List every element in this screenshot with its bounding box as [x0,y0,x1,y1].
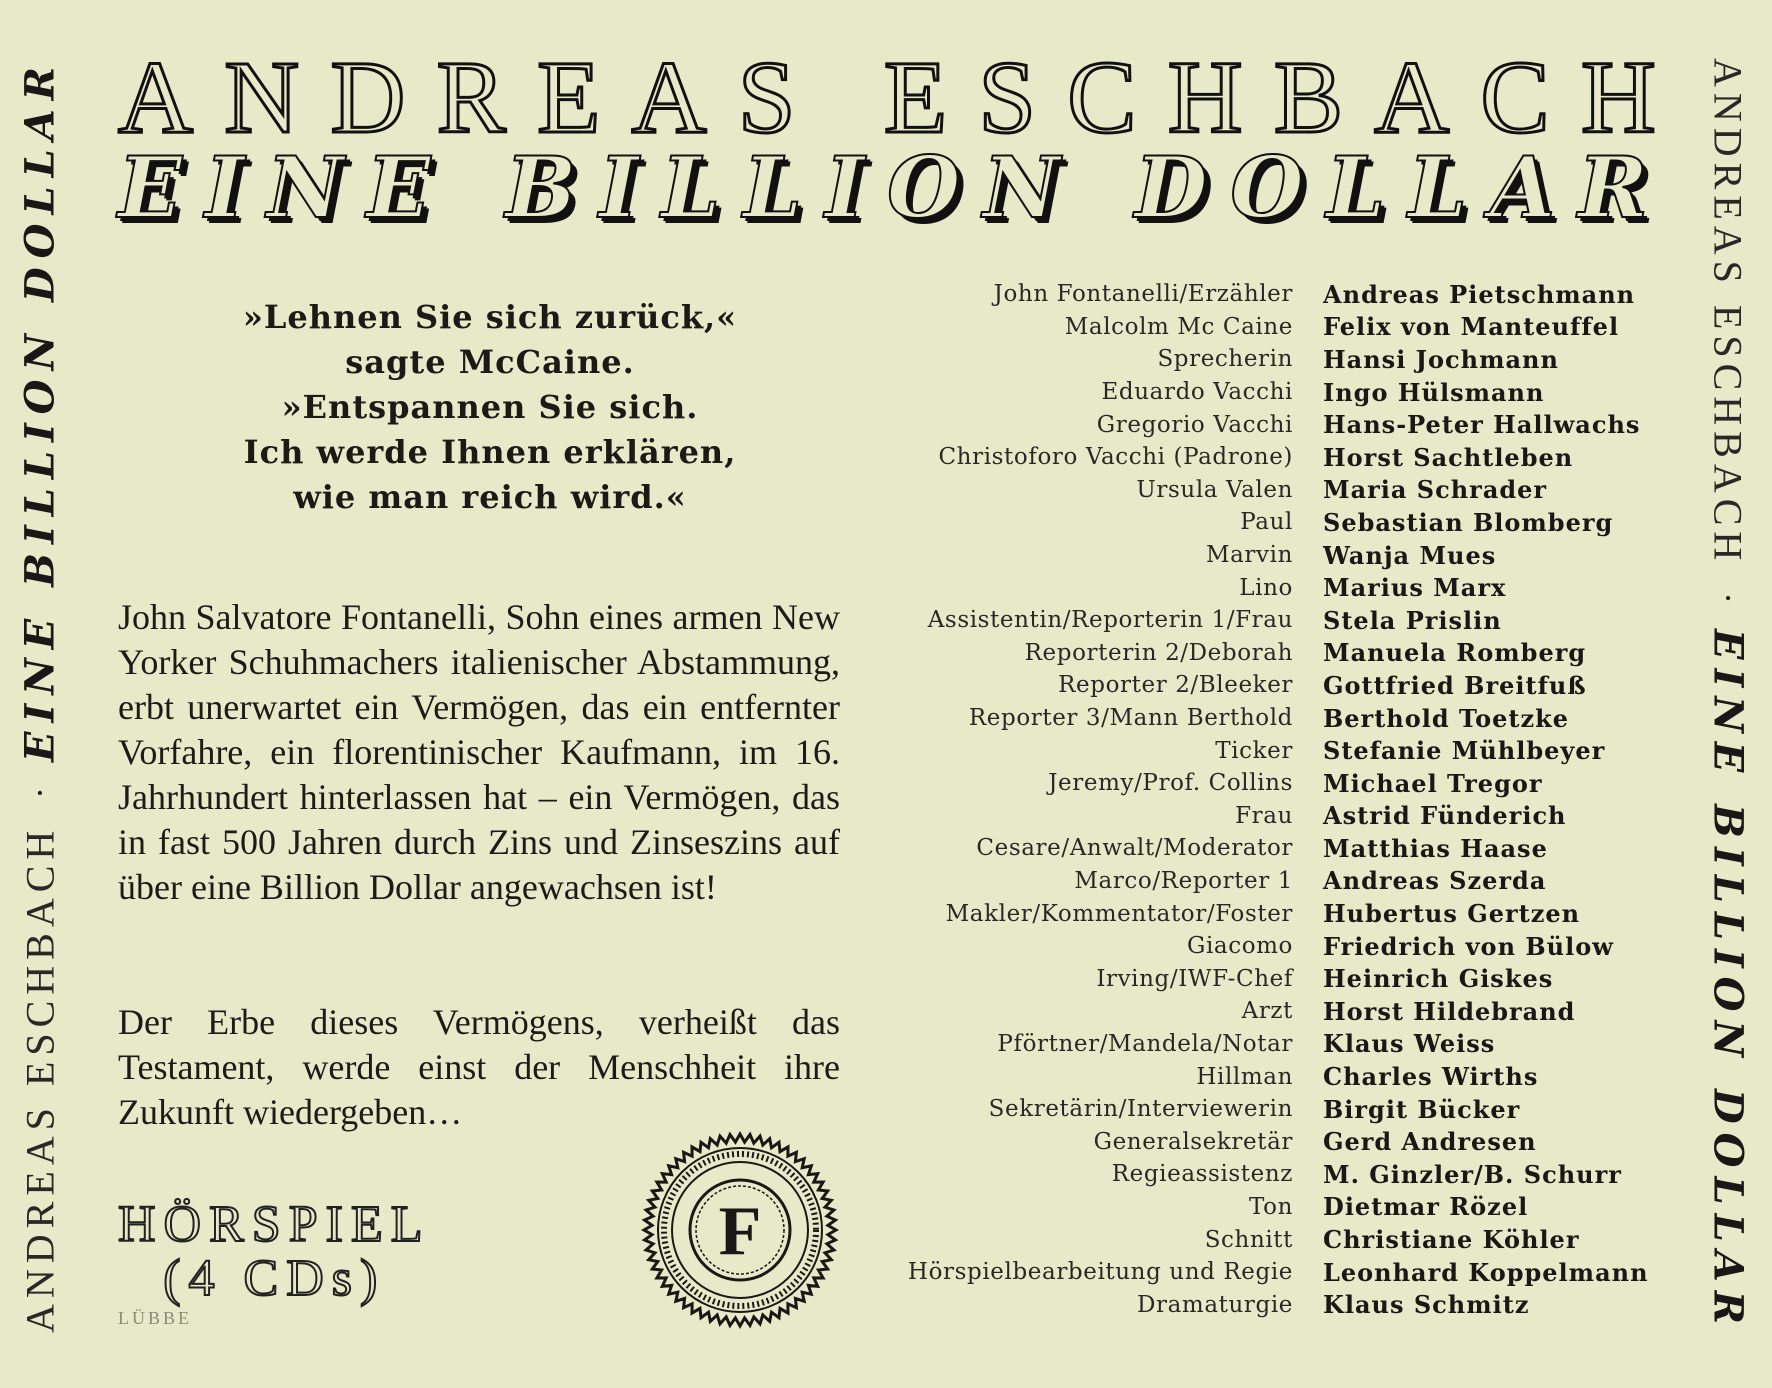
cast-row [830,1060,1650,1093]
title-letter: L [743,138,813,237]
cast-actor: Gerd Andresen [1323,1127,1537,1157]
cast-row [830,669,1650,702]
description-paragraph-1: John Salvatore Fontanelli, Sohn eines armen New Yorker Schuhmachers italienischer Abstammung, erbt unerwartet ein Vermögen, das ein entfernter Vorfahre, ein florentinischer Kaufmann, im 16. Jahrhundert hinterlassen hat – ein Vermögen, das in fast 500 Jahren durch Zins und Zinseszins auf über eine Billion Dollar angewachsen ist! [118,597,840,907]
cast-row [830,604,1650,637]
cast-actor: Astrid Fünderich [1323,801,1567,831]
title-letter: L [1326,138,1396,237]
cast-actor: Horst Sachtleben [1323,442,1574,472]
cast-actor: Ingo Hülsmann [1323,377,1545,407]
title-letter: I [599,138,649,237]
publisher-logo: LÜBBE [118,1308,193,1328]
cast-role: Schnitt [1204,1226,1293,1253]
cast-role: Christoforo Vacchi (Padrone) [938,444,1293,471]
cast-role: Marco/Reporter 1 [1074,867,1293,894]
cast-actor: Hans-Peter Hallwachs [1323,410,1641,440]
title-letter: E [118,138,193,237]
title-letter: C [1067,40,1139,155]
cast-actor: Gottfried Breitfuß [1323,670,1587,700]
spine-title: EINE BILLION DOLLAR [1704,628,1752,1333]
cast-actor: Sebastian Blomberg [1323,507,1614,537]
cast-actor: Matthias Haase [1323,833,1548,863]
title-letter [453,148,492,228]
cast-list [830,278,1650,1321]
title-letter: N [983,138,1070,237]
cast-actor: Maria Schrader [1323,475,1548,505]
cast-role: Ton [1248,1193,1293,1220]
title-letter: E [883,40,950,155]
cast-role: Ursula Valen [1136,476,1293,503]
cast-row [830,571,1650,604]
cast-role: Gregorio Vacchi [1096,411,1293,438]
cast-role: Sekretärin/Interviewerin [988,1096,1293,1123]
cast-row [830,832,1650,865]
cast-role: Giacomo [1186,933,1293,960]
title-letter: L [1408,138,1478,237]
cast-row [830,897,1650,930]
cast-row [830,865,1650,898]
cast-row [830,962,1650,995]
title-letter: E [536,40,603,155]
spine-author: ANDREAS ESCHBACH [1705,58,1751,567]
title-letter: R [436,40,508,155]
cast-role: Makler/Kommentator/Foster [945,900,1293,927]
cast-row [830,474,1650,507]
cast-actor: Klaus Weiss [1323,1029,1496,1059]
title-letter: A [631,40,709,155]
cast-actor: Heinrich Giskes [1323,964,1554,994]
cast-row [830,1256,1650,1289]
cast-actor: Hansi Jochmann [1323,344,1559,374]
cast-role: Frau [1235,802,1293,829]
title-letter: N [224,40,302,155]
cast-row [830,702,1650,735]
cast-row [830,408,1650,441]
cast-role: Jeremy/Prof. Collins [1048,770,1293,797]
cast-role: Assistentin/Reporterin 1/Frau [927,607,1293,634]
title-letter: O [887,138,971,237]
title-letter: I [204,138,255,237]
title-letter [1083,148,1122,228]
cast-actor: Stela Prislin [1323,605,1502,635]
spine-separator: · [1709,592,1747,603]
header-author [118,40,1658,155]
cast-row [830,930,1650,963]
cast-row [830,1288,1650,1321]
cast-row [830,278,1650,311]
quote-line: Ich werde Ihnen erklären, [243,433,737,471]
title-letter: C [1480,40,1552,155]
cast-actor: Horst Hildebrand [1323,996,1576,1026]
title-letter [827,48,855,148]
cast-actor: Andreas Szerda [1323,866,1547,896]
cast-row [830,376,1650,409]
title-letter: O [1230,138,1314,237]
title-letter: S [737,40,798,155]
cast-row [830,995,1650,1028]
cast-actor: Felix von Manteuffel [1323,312,1620,342]
cast-actor: Andreas Pietschmann [1323,279,1636,309]
cast-actor: Klaus Schmitz [1323,1290,1530,1320]
cast-role: Eduardo Vacchi [1101,379,1293,406]
cast-role: Arzt [1241,998,1293,1025]
cast-row [830,734,1650,767]
cast-row [830,539,1650,572]
title-letter: R [1577,138,1658,237]
cast-role: Irving/IWF-Chef [1096,965,1293,992]
cast-row [830,311,1650,344]
cast-row [830,1028,1650,1061]
cast-role: Reporter 2/Bleeker [1058,672,1293,699]
blurb-quote [190,295,790,520]
header-title [118,138,1658,237]
cast-actor: Manuela Romberg [1323,638,1587,668]
cast-actor: Hubertus Gertzen [1323,899,1581,929]
cast-actor: Stefanie Mühlbeyer [1323,736,1606,766]
cast-row [830,343,1650,376]
title-letter: B [1273,40,1346,155]
cast-role: Cesare/Anwalt/Moderator [976,835,1293,862]
title-letter: H [1580,40,1658,155]
spine-separator: · [21,788,59,799]
cast-role: John Fontanelli/Erzähler [993,281,1293,308]
cast-role: Sprecherin [1157,346,1293,373]
quote-line: »Lehnen Sie sich zurück,« [242,298,738,336]
cast-row [830,506,1650,539]
cast-row [830,441,1650,474]
cast-actor: Charles Wirths [1323,1062,1539,1092]
cast-role: Paul [1240,509,1293,536]
format-label [118,1198,430,1306]
cast-actor: Dietmar Rözel [1323,1192,1529,1222]
cast-row [830,1191,1650,1224]
cast-actor: Birgit Bücker [1323,1094,1521,1124]
cast-role: Pförtner/Mandela/Notar [997,1030,1293,1057]
cast-role: Marvin [1205,542,1293,569]
left-spine [14,58,66,1333]
cast-actor: Friedrich von Bülow [1323,931,1614,961]
seal-letter: F [718,1193,762,1270]
title-letter: N [266,138,354,237]
cast-actor: Marius Marx [1323,573,1507,603]
cast-actor: Michael Tregor [1323,768,1543,798]
cast-actor: M. Ginzler/B. Schurr [1323,1159,1622,1189]
cast-role: Hillman [1196,1063,1293,1090]
title-letter: D [1134,138,1218,237]
cast-role: Reporterin 2/Deborah [1024,639,1293,666]
title-letter: I [824,138,875,237]
cast-row [830,1125,1650,1158]
right-spine [1702,58,1754,1333]
title-letter: S [978,40,1039,155]
federal-reserve-seal-icon [640,1130,840,1330]
cast-row [830,767,1650,800]
title-letter: H [1167,40,1245,155]
cast-role: Dramaturgie [1136,1291,1293,1318]
title-letter: D [330,40,408,155]
cast-row [830,1158,1650,1191]
title-letter: A [118,40,196,155]
format-line-2: (4 CDs) [163,1250,386,1307]
cast-role: Ticker [1215,737,1293,764]
spine-title: EINE BILLION DOLLAR [16,58,64,763]
title-letter: A [1374,40,1452,155]
title-letter: A [1490,138,1566,237]
title-letter: L [661,138,731,237]
cast-row [830,637,1650,670]
title-letter: B [505,138,587,237]
cast-row [830,800,1650,833]
cast-row [830,1223,1650,1256]
cast-row [830,1093,1650,1126]
spine-author: ANDREAS ESCHBACH [17,824,63,1333]
cast-role: Lino [1239,574,1293,601]
cast-role: Hörspielbearbeitung und Regie [907,1259,1293,1286]
title-letter: E [366,138,441,237]
cast-role: Regieassistenz [1111,1161,1293,1188]
cast-role: Generalsekretär [1093,1128,1293,1155]
cast-actor: Berthold Toetzke [1323,703,1569,733]
cast-actor: Christiane Köhler [1323,1225,1580,1255]
quote-line: sagte McCaine. [345,343,635,381]
format-line-1: HÖRSPIEL [118,1196,431,1253]
cast-actor: Leonhard Koppelmann [1323,1257,1649,1287]
quote-line: wie man reich wird.« [293,478,687,516]
cast-role: Reporter 3/Mann Berthold [968,705,1293,732]
quote-line: »Entspannen Sie sich. [281,388,699,426]
description-paragraph-2: Der Erbe dieses Vermögens, verheißt das Testament, werde einst der Menschheit ihre Zukunft wiedergeben… [118,1002,840,1132]
cast-actor: Wanja Mues [1323,540,1497,570]
cast-role: Malcolm Mc Caine [1064,313,1293,340]
